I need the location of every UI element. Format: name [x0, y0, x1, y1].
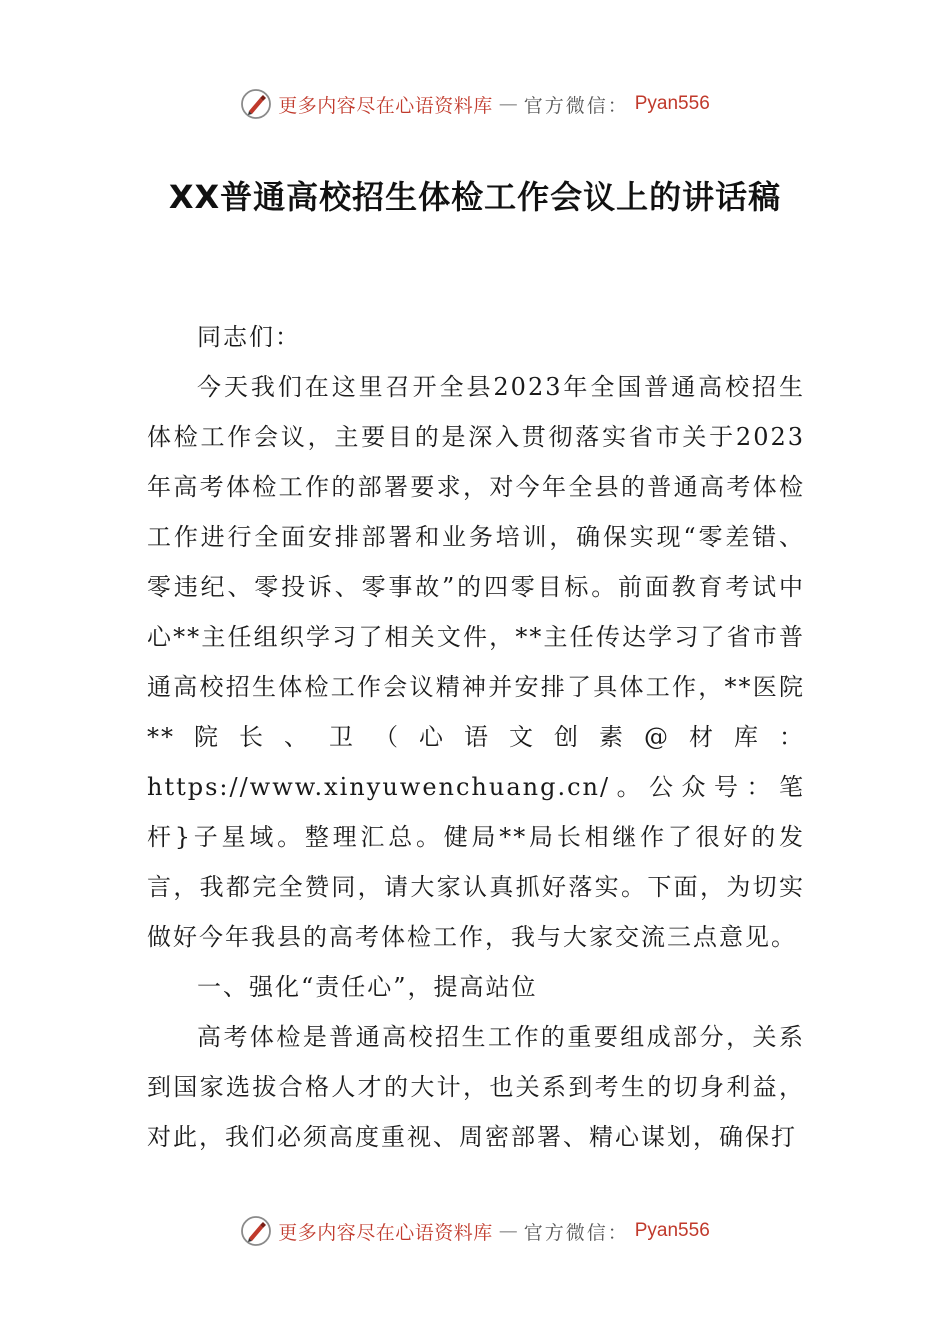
section-heading: 一、强化“责任心”，提高站位 — [197, 973, 538, 1001]
pen-logo-icon — [240, 88, 272, 120]
watermark-wechat-id: Pyan556 — [634, 1220, 710, 1241]
watermark-wechat-id: Pyan556 — [634, 93, 710, 114]
watermark-wechat-label: 官方微信： — [523, 1221, 629, 1244]
header-watermark — [0, 84, 950, 124]
pen-logo-icon — [240, 1215, 272, 1247]
watermark-wechat-label: 官方微信： — [523, 94, 629, 117]
watermark-separator: — — [498, 1220, 518, 1242]
watermark-promo-text: 更多内容尽在心语资料库 — [278, 94, 493, 117]
watermark-separator: — — [498, 93, 518, 115]
watermark-promo-text: 更多内容尽在心语资料库 — [278, 1221, 493, 1244]
footer-watermark — [0, 1211, 950, 1251]
section-paragraph: 高考体检是普通高校招生工作的重要组成部分，关系到国家选拔合格人才的大计，也关系到考生的切身利益，对此，我们必须高度重视、周密部署、精心谋划，确保打 — [147, 1023, 805, 1151]
document-body — [147, 312, 805, 1162]
body-paragraph: 今天我们在这里召开全县2023年全国普通高校招生体检工作会议，主要目的是深入贯彻落实省市关于2023年高考体检工作的部署要求，对今年全县的普通高考体检工作进行全面安排部署和业务培训，确保实现“零差错、零违纪、零投诉、零事故”的四零目标。前面教育考试中心**主任组织学习了相关文件，**主任传达学习了省市普通高校招生体检工作会议精神并安排了具体工作，**医院**院长、卫（心语文创素@材库：https://www.xinyuwenchuang.cn/。公众号：笔杆}子星域。整理汇总。健局**局长相继作了很好的发言，我都完全赞同，请大家认真抓好落实。下面，为切实做好今年我县的高考体检工作，我与大家交流三点意见。 — [147, 373, 805, 951]
salutation: 同志们： — [197, 323, 301, 351]
document-title: XX普通高校招生体检工作会议上的讲话稿 — [168, 178, 782, 216]
